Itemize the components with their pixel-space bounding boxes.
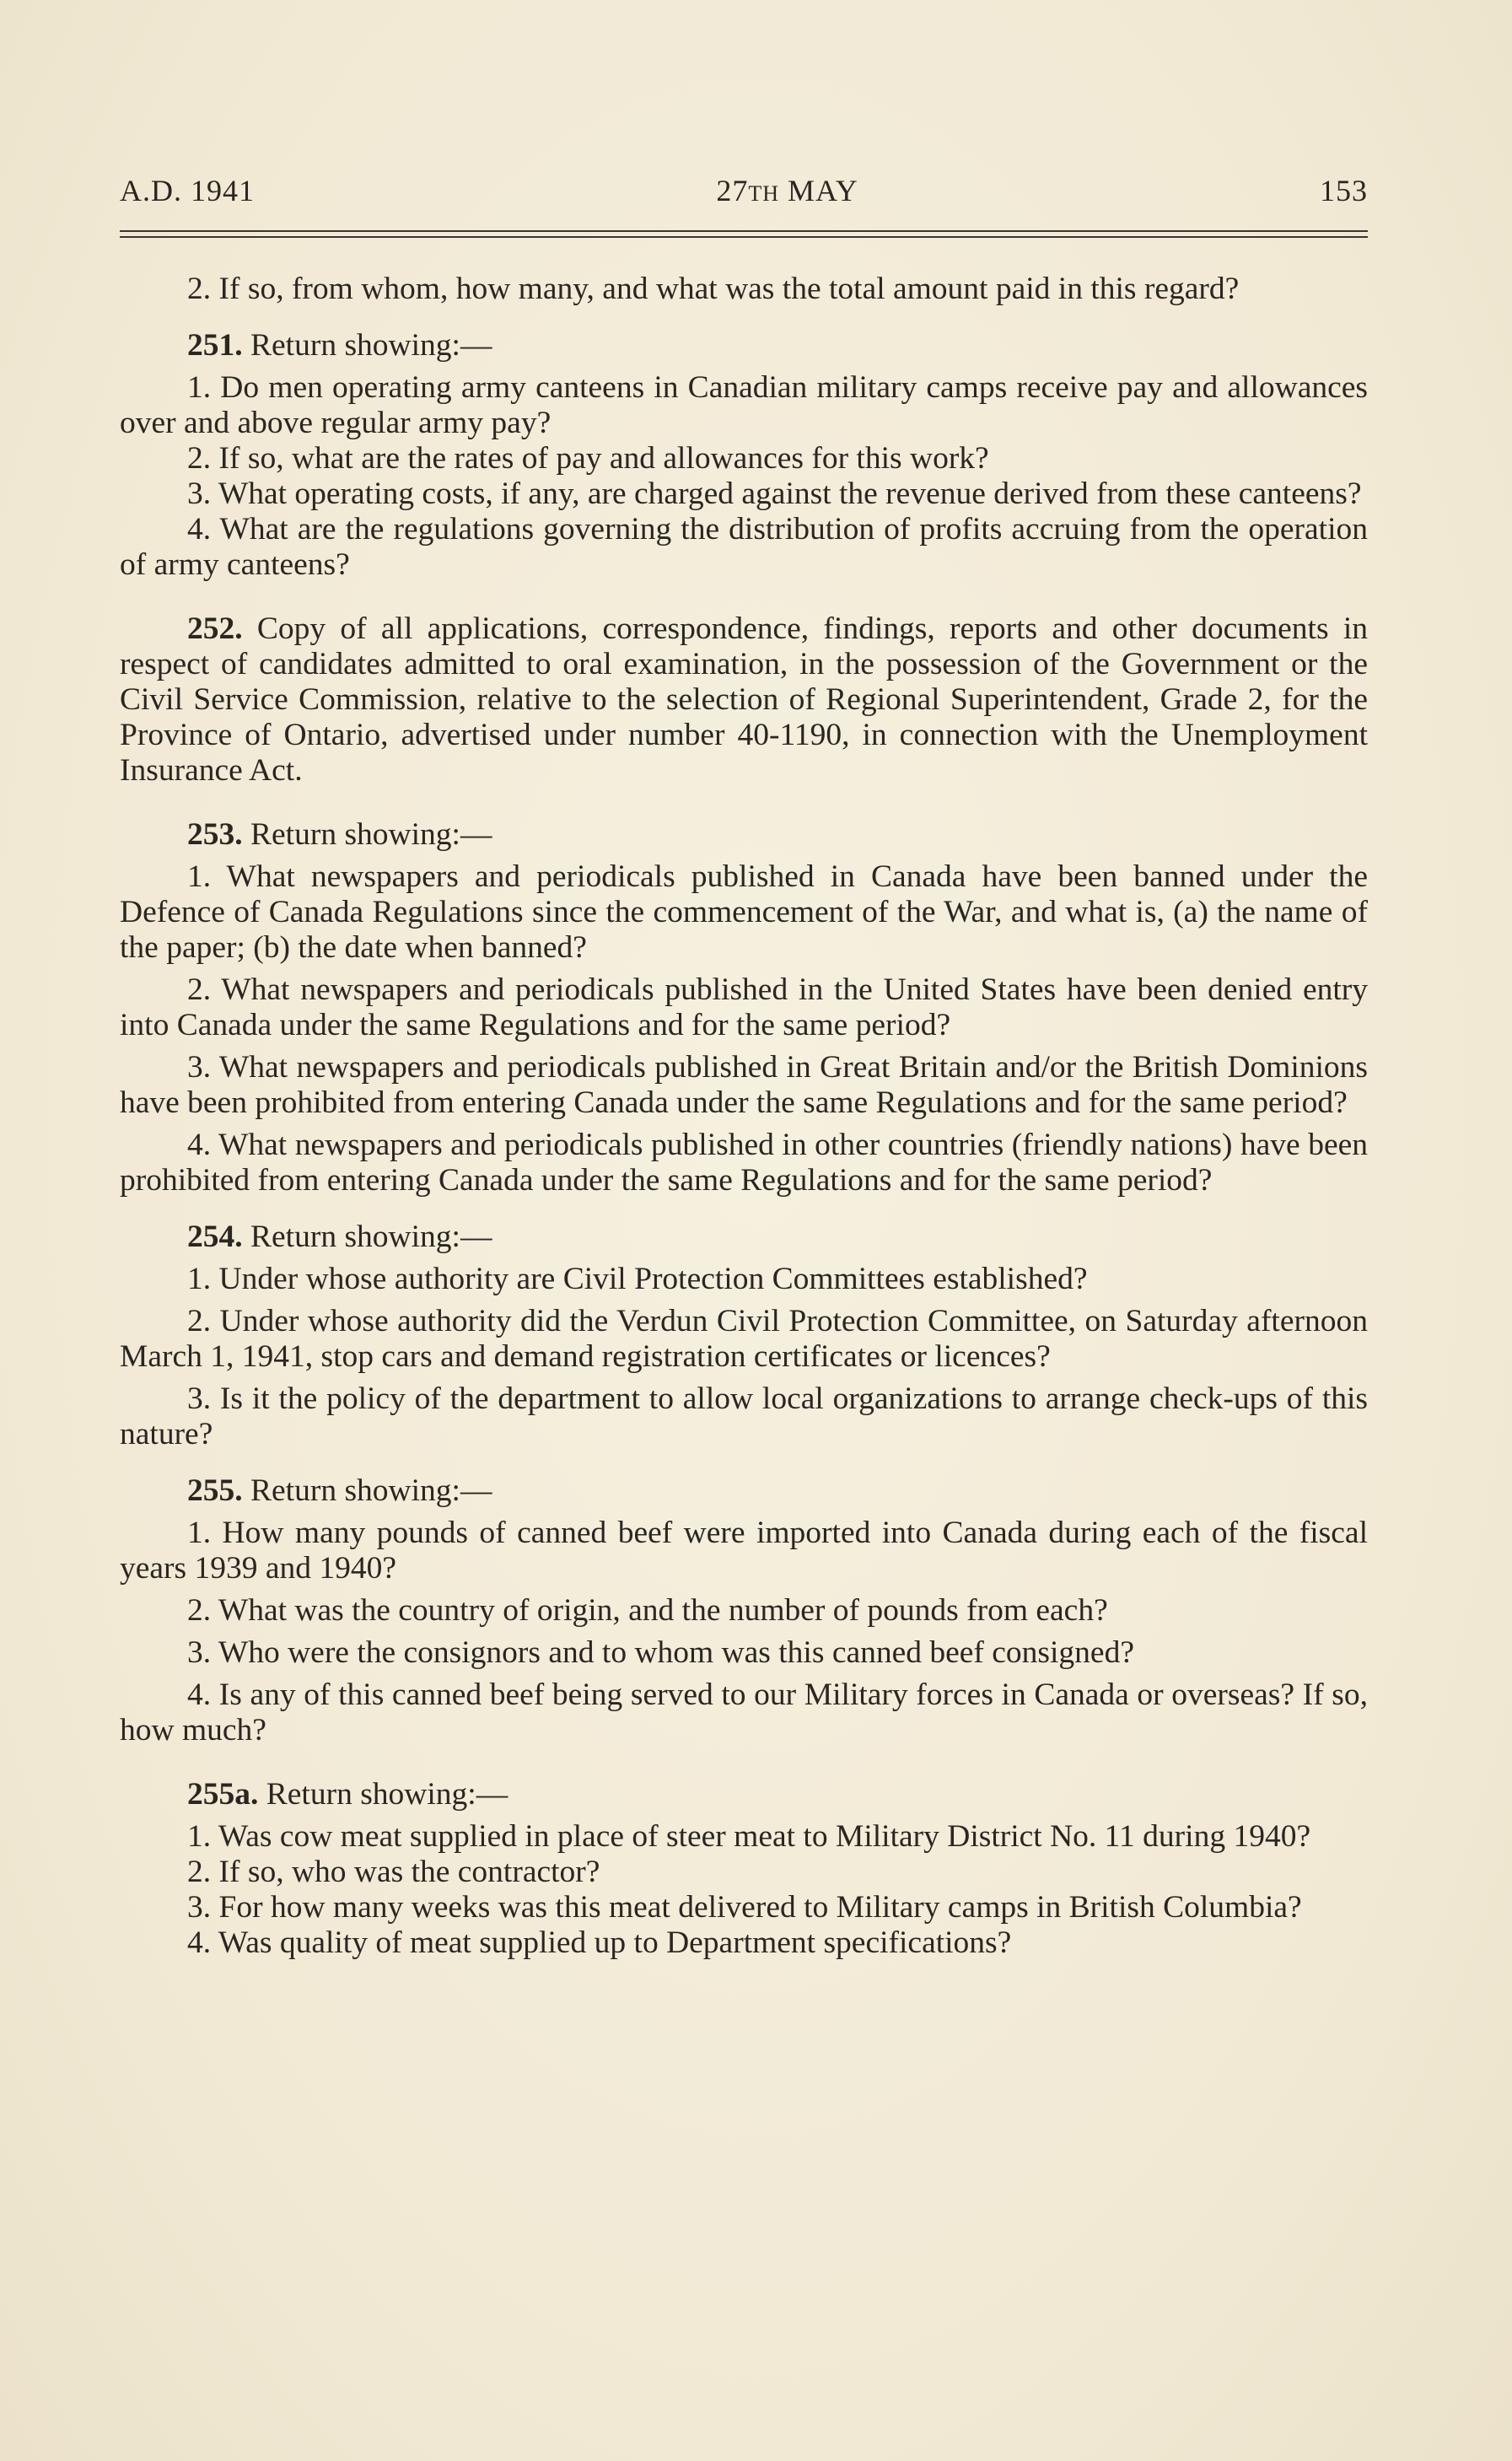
paragraph: 1. How many pounds of canned beef were imported into Canada during each of the fiscal years 1939 and 1940? — [120, 1516, 1368, 1586]
paragraph: 2. What newspapers and periodicals published in the United States have been denied entry into Canada under the same Regulations and for the same period? — [120, 972, 1368, 1042]
paragraph: 1. Do men operating army canteens in Canadian military camps receive pay and allowances over and above regular army pay? — [120, 370, 1368, 440]
return-heading-255a: 255a. Return showing:— — [187, 1777, 508, 1812]
paragraph: 2. If so, who was the contractor? — [187, 1855, 600, 1889]
header-date — [716, 173, 858, 208]
page-number: 153 — [1320, 174, 1368, 207]
header-double-rule — [120, 230, 1368, 238]
paragraph: 2. Under whose authority did the Verdun Civil Protection Committee, on Saturday afternoon March 1, 1941, stop cars and demand registration certificates or licences? — [120, 1304, 1368, 1374]
document-page — [120, 173, 1368, 1961]
page-content — [120, 272, 1368, 1961]
paragraph: 4. Is any of this canned beef being served to our Military forces in Canada or overseas? If so, how much? — [120, 1677, 1368, 1747]
return-heading-253: 253. Return showing:— — [187, 817, 492, 852]
header-date-month: MAY — [787, 174, 858, 207]
paragraph: 3. Who were the consignors and to whom was this canned beef consigned? — [187, 1635, 1134, 1670]
paragraph: 4. What are the regulations governing the distribution of profits accruing from the operation of army canteens? — [120, 512, 1368, 582]
page-header — [120, 173, 1368, 218]
header-date-suffix: TH — [748, 181, 779, 206]
paragraph: 4. What newspapers and periodicals published in other countries (friendly nations) have been prohibited from entering Canada under the same Regulations and for the same period? — [120, 1128, 1368, 1198]
paragraph: 1. Was cow meat supplied in place of steer meat to Military District No. 11 during 1940? — [187, 1819, 1311, 1854]
paragraph: 3. What operating costs, if any, are charged against the revenue derived from these canteens? — [187, 477, 1362, 511]
return-heading-255: 255. Return showing:— — [187, 1473, 492, 1508]
return-item-252: 252. Copy of all applications, correspondence, findings, reports and other documents in respect of candidates admitted to oral examination, in the possession of the Government or the Civil Service Commission, relative to the selection of Regional Superintendent, Grade 2, for the Province of Ontario, advertised under number 40-1190, in connection with the Unemployment Insurance Act. — [120, 611, 1368, 788]
paragraph: 2. What was the country of origin, and the number of pounds from each? — [187, 1593, 1108, 1628]
return-heading-254: 254. Return showing:— — [187, 1220, 492, 1254]
paragraph: 3. Is it the policy of the department to allow local organizations to arrange check-ups of this nature? — [120, 1381, 1368, 1451]
paragraph: 1. What newspapers and periodicals published in Canada have been banned under the Defence of Canada Regulations since the commencement of the War, and what is, (a) the name of the paper; (b) the date when banned? — [120, 859, 1368, 965]
paragraph: 2. If so, what are the rates of pay and allowances for this work? — [187, 441, 989, 476]
paragraph: 3. What newspapers and periodicals published in Great Britain and/or the British Dominions have been prohibited from entering Canada under the same Regulations and for the same period? — [120, 1050, 1368, 1120]
paragraph: 3. For how many weeks was this meat delivered to Military camps in British Columbia? — [187, 1890, 1302, 1925]
paragraph: 1. Under whose authority are Civil Protection Committees established? — [187, 1262, 1088, 1296]
paragraph: 2. If so, from whom, how many, and what was the total amount paid in this regard? — [187, 272, 1240, 306]
paragraph: 4. Was quality of meat supplied up to Department specifications? — [187, 1925, 1012, 1960]
header-date-day: 27 — [716, 174, 749, 207]
header-year: A.D. 1941 — [120, 174, 255, 207]
return-heading-251: 251. Return showing:— — [187, 328, 492, 363]
